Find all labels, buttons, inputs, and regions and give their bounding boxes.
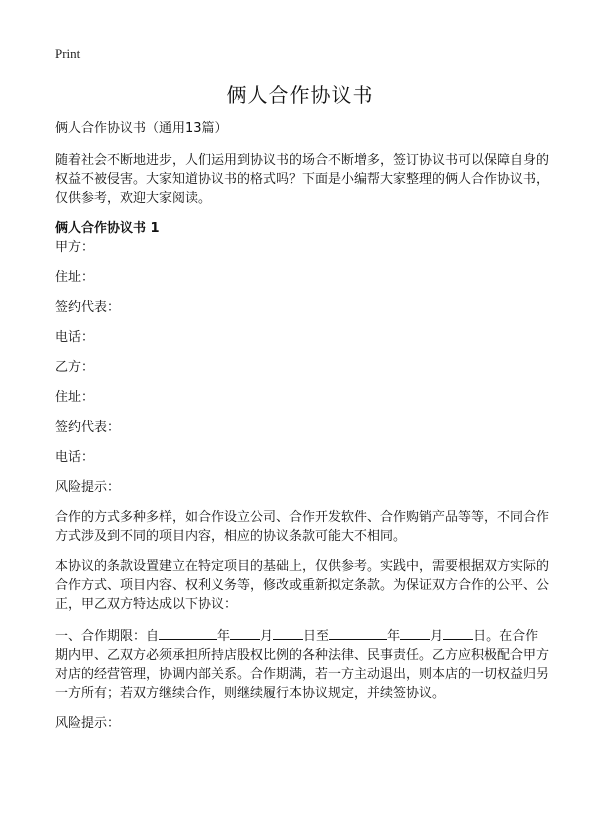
term-year-1: 年 bbox=[217, 629, 231, 644]
term-prefix: 一、合作期限：自 bbox=[55, 629, 160, 644]
document-body bbox=[55, 119, 551, 744]
address-b-field: 住址： bbox=[55, 390, 95, 405]
term-day-1: 日至 bbox=[303, 629, 330, 644]
start-month-blank bbox=[230, 625, 260, 640]
representative-a-field: 签约代表： bbox=[55, 300, 121, 315]
term-year-2: 年 bbox=[387, 629, 401, 644]
term-clause bbox=[55, 625, 551, 703]
end-year-blank bbox=[329, 625, 387, 640]
phone-b-field: 电话： bbox=[55, 450, 95, 465]
phone-a-field: 电话： bbox=[55, 330, 95, 345]
term-month-2: 月 bbox=[430, 629, 444, 644]
cooperation-paragraph: 合作的方式多种多样，如合作设立公司、合作开发软件、合作购销产品等等，不同合作方式涉及到不同的项目内容，相应的协议条款可能大不相同。 bbox=[55, 510, 550, 544]
page-title: 俩人合作协议书 bbox=[226, 83, 374, 107]
party-b-field: 乙方： bbox=[55, 360, 95, 375]
term-month-1: 月 bbox=[260, 629, 274, 644]
print-link[interactable]: Print bbox=[55, 46, 81, 61]
term-rest: 日。在合作期内甲、乙双方必须承担所持店股权比例的各种法律、民事责任。乙方应积极配合甲方对店的经营管理，协调内部关系。合作期满，若一方主动退出，则本店的一切权益归另一方所有；若双方继续合作，则继续履行本协议规定，并续签协议。 bbox=[55, 629, 550, 701]
start-day-blank bbox=[273, 625, 303, 640]
end-day-blank bbox=[443, 625, 473, 640]
party-a-field: 甲方： bbox=[55, 240, 95, 255]
risk-label-2: 风险提示： bbox=[55, 716, 121, 731]
risk-label: 风险提示： bbox=[55, 480, 121, 495]
start-year-blank bbox=[159, 625, 217, 640]
intro-paragraph: 随着社会不断地进步，人们运用到协议书的场合不断增多，签订协议书可以保障自身的权益不被侵害。大家知道协议书的格式吗？下面是小编帮大家整理的俩人合作协议书，仅供参考，欢迎大家阅读。 bbox=[55, 153, 550, 206]
section-heading: 俩人合作协议书 1 bbox=[55, 221, 160, 236]
terms-paragraph: 本协议的条款设置建立在特定项目的基础上，仅供参考。实践中，需要根据双方实际的合作方式、项目内容、权利义务等，修改或重新拟定条款。为保证双方合作的公平、公正，甲乙双方特达成以下协议： bbox=[55, 559, 550, 612]
end-month-blank bbox=[400, 625, 430, 640]
address-a-field: 住址： bbox=[55, 270, 95, 285]
document-subtitle: 俩人合作协议书（通用13篇） bbox=[55, 121, 228, 136]
representative-b-field: 签约代表： bbox=[55, 420, 121, 435]
